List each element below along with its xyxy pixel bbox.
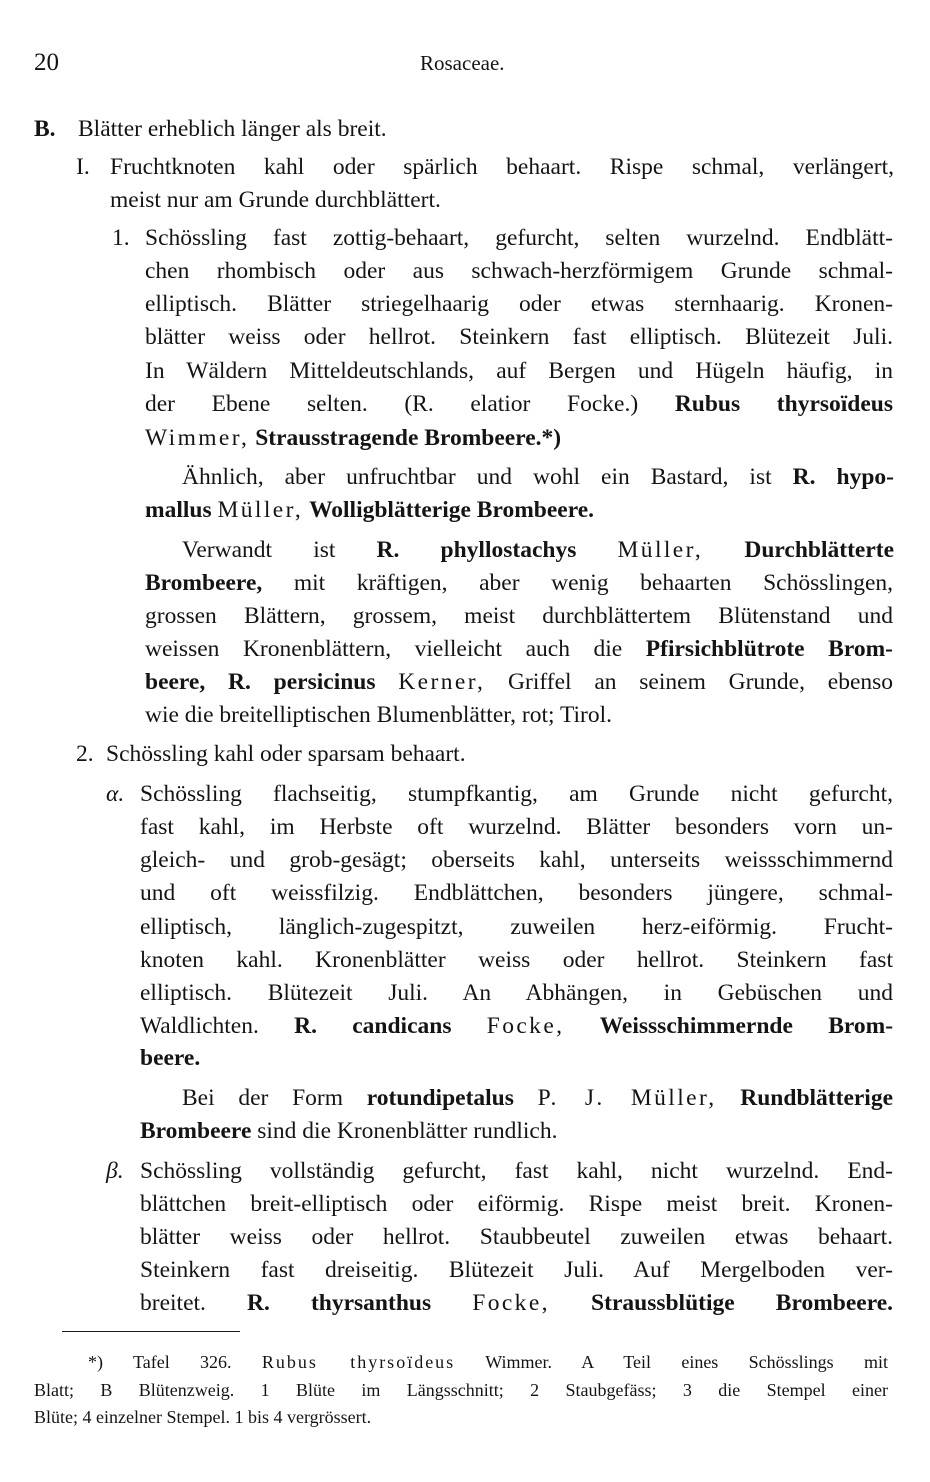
common-name: beere.	[140, 1045, 201, 1071]
species-name: R. candicans	[294, 1013, 452, 1039]
species-name: R. phyllostachys	[376, 537, 577, 563]
species-name: mallus	[145, 497, 212, 523]
text-line: blätter weiss oder hellrot. Steinkern fast elliptisch. Blütezeit Juli.	[145, 324, 893, 350]
entry-label: β.	[106, 1158, 124, 1184]
text-line: Steinkern fast dreiseitig. Blütezeit Juli. Auf Mergelboden ver-	[140, 1257, 893, 1283]
author-name: Focke,	[472, 1290, 550, 1316]
text-line: elliptisch. Blütezeit Juli. An Abhängen, in Gebüschen und	[140, 980, 893, 1006]
text-line: Fruchtknoten kahl oder spärlich behaart. Rispe schmal, verlängert,	[110, 154, 894, 180]
text-line: blättchen breit-elliptisch oder eiförmig. Rispe meist breit. Kronen-	[140, 1191, 893, 1217]
text-line: Schössling vollständig gefurcht, fast kahl, nicht wurzelnd. End-	[140, 1158, 893, 1184]
text-line: Schössling kahl oder sparsam behaart.	[106, 741, 466, 767]
author-name: Kerner,	[398, 669, 486, 695]
running-title: Rosaceae.	[420, 51, 505, 75]
text-line: Schössling flachseitig, stumpfkantig, am Grunde nicht gefurcht,	[140, 781, 893, 807]
common-name: Pfirsichblütrote Brom-	[645, 636, 893, 662]
text-line	[140, 1043, 200, 1073]
text-line: Brombeere, mit kräftigen, aber wenig behaarten Schösslingen,	[145, 570, 893, 596]
common-name: Wolligblätterige Brombeere.	[309, 497, 595, 523]
text-line: blätter weiss oder hellrot. Staubbeutel zuweilen etwas behaart.	[140, 1224, 893, 1250]
common-name: Brombeere,	[145, 570, 263, 596]
common-name: Strausstragende Brombeere.	[255, 425, 542, 451]
text-line: Bei der Form rotundipetalus P. J. Müller, Rundblätterige	[182, 1085, 894, 1111]
text-line: gleich- und grob-gesägt; oberseits kahl, unterseits weissschimmernd	[140, 847, 893, 873]
section-heading: Blätter erheblich länger als breit.	[78, 116, 387, 142]
text-line: elliptisch, länglich-zugespitzt, zuweilen herz-eiförmig. Frucht-	[140, 914, 893, 940]
species-name: rotundipetalus	[366, 1085, 514, 1111]
section-label: B.	[34, 116, 56, 142]
text-line	[145, 423, 561, 453]
common-name: beere,	[145, 669, 206, 695]
species-name: R. hypo-	[792, 464, 895, 490]
page-number: 20	[34, 49, 59, 76]
text-line: knoten kahl. Kronenblätter weiss oder hellrot. Steinkern fast	[140, 947, 893, 973]
species-name: R. thyrsanthus	[247, 1290, 432, 1316]
entry-number: 2.	[76, 741, 94, 767]
footnote-rule	[62, 1331, 240, 1332]
item-label: I.	[76, 154, 90, 180]
text-line: chen rhombisch oder aus schwach-herzförmigem Grunde schmal-	[145, 258, 893, 284]
author-name: Wimmer,	[145, 425, 250, 451]
entry-number: 1.	[112, 225, 130, 251]
common-name: Straussblütige Brombeere.	[591, 1290, 894, 1316]
text-line: beere, R. persicinus Kerner, Griffel an seinem Grunde, ebenso	[145, 669, 894, 695]
text-line	[145, 495, 594, 525]
text-line: weissen Kronenblättern, vielleicht auch die Pfirsichblütrote Brom-	[145, 636, 893, 662]
text-line: Verwandt ist R. phyllostachys Müller, Durchblätterte	[182, 537, 895, 563]
author-name: P. J. Müller,	[537, 1085, 717, 1111]
author-name: Müller,	[217, 497, 304, 523]
author-name: Focke,	[486, 1013, 565, 1039]
species-name: thyrsoïdeus	[776, 391, 894, 417]
text-line: fast kahl, im Herbste oft wurzelnd. Blätter besonders vorn un-	[140, 814, 893, 840]
common-name: Weissschimmernde Brom-	[599, 1013, 894, 1039]
text-line: In Wäldern Mitteldeutschlands, auf Bergen und Hügeln häufig, in	[145, 358, 893, 384]
species-name: Rubus thyrsoïdeus	[261, 1352, 456, 1372]
entry-label: α.	[106, 781, 125, 807]
genus-name: Rubus	[674, 391, 741, 417]
text-line: breitet. R. thyrsanthus Focke, Straussblütige Brombeere.	[140, 1290, 894, 1316]
text-line	[145, 389, 893, 419]
text-line: Ähnlich, aber unfruchtbar und wohl ein Bastard, ist R. hypo-	[182, 464, 895, 490]
footnote-line: *) Tafel 326. Rubus thyrsoïdeus Wimmer. A Teil eines Schösslings mit	[88, 1352, 888, 1372]
text-line: elliptisch. Blätter striegelhaarig oder etwas sternhaarig. Kronen-	[145, 291, 893, 317]
text-line: grossen Blättern, grossem, meist durchblättertem Blütenstand und	[145, 603, 893, 629]
footnote-line: Blüte; 4 einzelner Stempel. 1 bis 4 vergrössert.	[34, 1407, 372, 1427]
text-line: und oft weissfilzig. Endblättchen, besonders jüngere, schmal-	[140, 880, 893, 906]
common-name: Brombeere	[140, 1118, 252, 1144]
text-line: Brombeere sind die Kronenblätter rundlich.	[140, 1118, 558, 1144]
common-name: Durchblätterte	[744, 537, 895, 563]
text-line: Schössling fast zottig-behaart, gefurcht, selten wurzelnd. Endblätt-	[145, 225, 893, 251]
text-line: meist nur am Grunde durchblättert.	[110, 187, 441, 213]
text-line: wie die breitelliptischen Blumenblätter, rot; Tirol.	[145, 702, 613, 728]
author-name: Müller,	[617, 537, 704, 563]
footnote-ref: *)	[541, 425, 562, 451]
text-line: Waldlichten. R. candicans Focke, Weissschimmernde Brom-	[140, 1013, 894, 1039]
species-name: R. persicinus	[228, 669, 376, 695]
synonym-text: der Ebene selten. (R. elatior Focke.)	[145, 391, 639, 417]
footnote-line: Blatt; B Blütenzweig. 1 Blüte im Längsschnitt; 2 Staubgefäss; 3 die Stempel einer	[34, 1380, 888, 1400]
common-name: Rundblätterige	[740, 1085, 894, 1111]
